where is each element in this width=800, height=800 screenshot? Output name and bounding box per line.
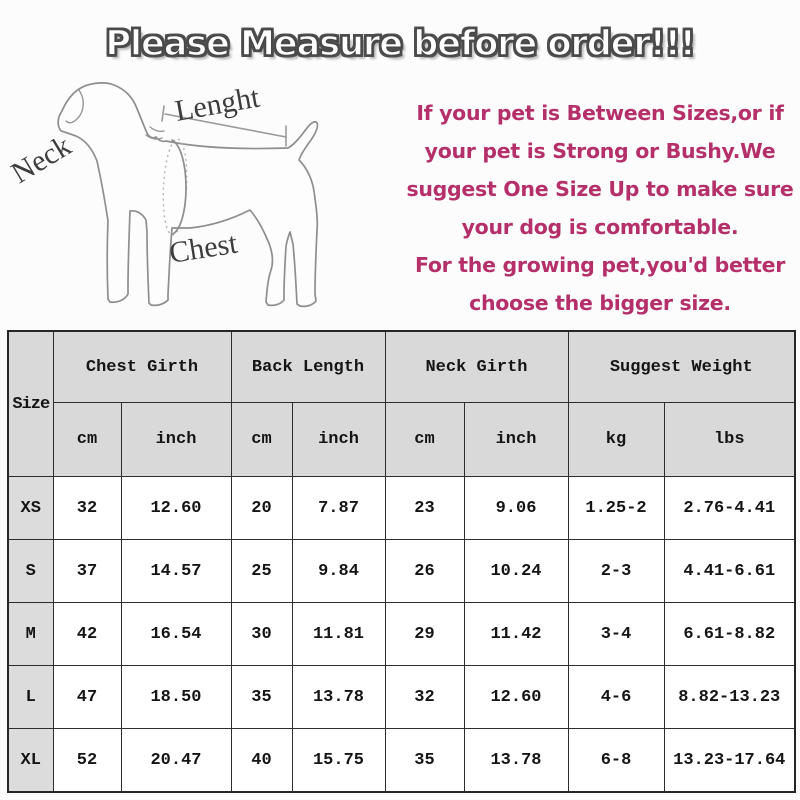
size-cell: XS <box>8 477 53 540</box>
table-row-xs <box>8 477 795 540</box>
header-group-row <box>8 331 795 403</box>
table-cell: 10.24 <box>464 540 568 603</box>
table-cell: 35 <box>231 666 292 729</box>
table-cell: 32 <box>385 666 464 729</box>
chest-girth-header: Chest Girth <box>53 331 231 403</box>
size-cell: XL <box>8 729 53 793</box>
table-cell: 20 <box>231 477 292 540</box>
table-cell: 9.06 <box>464 477 568 540</box>
table-cell: 8.82-13.23 <box>664 666 795 729</box>
suggest-weight-header: Suggest Weight <box>568 331 795 403</box>
size-chart-table <box>7 330 796 793</box>
table-cell: 42 <box>53 603 121 666</box>
unit-header: cm <box>385 403 464 477</box>
table-cell: 11.42 <box>464 603 568 666</box>
table-cell: 1.25-2 <box>568 477 664 540</box>
table-cell: 9.84 <box>292 540 385 603</box>
unit-header: inch <box>121 403 231 477</box>
table-cell: 32 <box>53 477 121 540</box>
table-cell: 12.60 <box>121 477 231 540</box>
advice-line: choose the bigger size. <box>469 291 731 315</box>
size-corner-header: Size <box>8 331 53 477</box>
table-cell: 7.87 <box>292 477 385 540</box>
unit-header: cm <box>53 403 121 477</box>
advice-line: For the growing pet,you'd better <box>414 253 786 277</box>
advice-line: your dog is comfortable. <box>461 215 739 239</box>
table-cell: 2.76-4.41 <box>664 477 795 540</box>
table-cell: 6.61-8.82 <box>664 603 795 666</box>
unit-header: lbs <box>664 403 795 477</box>
table-cell: 14.57 <box>121 540 231 603</box>
sizing-advice <box>402 94 798 322</box>
table-cell: 2-3 <box>568 540 664 603</box>
table-cell: 6-8 <box>568 729 664 793</box>
table-cell: 52 <box>53 729 121 793</box>
table-row-s <box>8 540 795 603</box>
table-row-l <box>8 666 795 729</box>
table-cell: 13.78 <box>292 666 385 729</box>
table-cell: 23 <box>385 477 464 540</box>
neck-girth-header: Neck Girth <box>385 331 568 403</box>
table-cell: 30 <box>231 603 292 666</box>
advice-line: If your pet is Between Sizes,or if <box>416 101 784 125</box>
table-cell: 16.54 <box>121 603 231 666</box>
table-cell: 35 <box>385 729 464 793</box>
advice-line: suggest One Size Up to make sure <box>406 177 794 201</box>
table-cell: 18.50 <box>121 666 231 729</box>
table-cell: 13.23-17.64 <box>664 729 795 793</box>
header-unit-row <box>8 403 795 477</box>
size-cell: M <box>8 603 53 666</box>
back-length-header: Back Length <box>231 331 385 403</box>
unit-header: inch <box>464 403 568 477</box>
table-row-m <box>8 603 795 666</box>
length-label: Lenght <box>172 80 262 128</box>
table-cell: 47 <box>53 666 121 729</box>
table-cell: 11.81 <box>292 603 385 666</box>
table-cell: 12.60 <box>464 666 568 729</box>
table-cell: 37 <box>53 540 121 603</box>
size-cell: L <box>8 666 53 729</box>
table-cell: 13.78 <box>464 729 568 793</box>
table-cell: 40 <box>231 729 292 793</box>
table-cell: 25 <box>231 540 292 603</box>
table-cell: 26 <box>385 540 464 603</box>
size-cell: S <box>8 540 53 603</box>
table-cell: 15.75 <box>292 729 385 793</box>
unit-header: inch <box>292 403 385 477</box>
table-cell: 4-6 <box>568 666 664 729</box>
unit-header: kg <box>568 403 664 477</box>
page-title: Please Measure before order!!! <box>105 24 695 64</box>
table-cell: 20.47 <box>121 729 231 793</box>
table-cell: 3-4 <box>568 603 664 666</box>
table-cell: 4.41-6.61 <box>664 540 795 603</box>
unit-header: cm <box>231 403 292 477</box>
table-cell: 29 <box>385 603 464 666</box>
chest-label: Chest <box>166 226 240 270</box>
neck-label: Neck <box>5 129 77 191</box>
table-row-xl <box>8 729 795 793</box>
advice-line: your pet is Strong or Bushy.We <box>424 139 776 163</box>
dog-measurement-diagram <box>0 80 400 320</box>
